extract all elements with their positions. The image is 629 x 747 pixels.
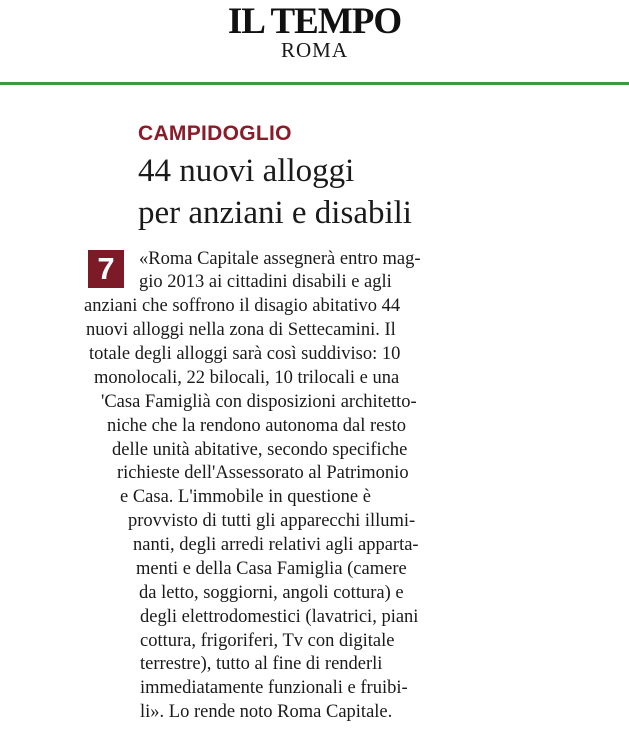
edition-city: ROMA (280, 38, 348, 62)
body-line: richieste dell'Assessorato al Patrimonio (117, 463, 409, 483)
body-line: totale degli alloggi sarà così suddiviso: 10 (89, 344, 401, 364)
masthead-divider (0, 82, 629, 85)
body-line: nanti, degli arredi relativi agli apparta- (133, 535, 419, 555)
newspaper-title: IL TEMPO (227, 1, 402, 42)
body-line: provvisto di tutti gli apparecchi illumi- (128, 511, 416, 531)
body-line: e Casa. L'immobile in questione è (120, 487, 371, 507)
body-line: terrestre), tutto al fine di renderli (140, 654, 383, 674)
body-line: 'Casa Famiglià con disposizioni architetto- (101, 392, 417, 412)
body-line: menti e della Casa Famiglia (camere (136, 559, 407, 579)
article-kicker: CAMPIDOGLIO (138, 122, 292, 145)
body-line: li». Lo rende noto Roma Capitale. (140, 702, 393, 722)
article-headline (138, 150, 412, 234)
headline-line: per anziani e disabili (138, 195, 412, 231)
body-line: degli elettrodomestici (lavatrici, piani (140, 607, 419, 627)
article-number-badge: 7 (88, 250, 124, 288)
body-line: «Roma Capitale assegnerà entro mag- (139, 249, 421, 269)
headline-line: 44 nuovi alloggi (138, 153, 355, 189)
body-line: monolocali, 22 bilocali, 10 trilocali e una (94, 368, 400, 388)
body-line: gio 2013 ai cittadini disabili e agli (139, 272, 392, 292)
body-line: nuovi alloggi nella zona di Settecamini. Il (86, 320, 396, 340)
body-line: niche che la rendono autonoma dal resto (107, 416, 406, 436)
body-line: cottura, frigoriferi, Tv con digitale (140, 631, 395, 651)
body-line: da letto, soggiorni, angoli cottura) e (139, 583, 404, 603)
body-line: immediatamente funzionali e fruibi- (140, 678, 408, 698)
body-line: delle unità abitative, secondo specifiche (112, 440, 408, 460)
body-line: anziani che soffrono il disagio abitativo 44 (84, 296, 401, 316)
